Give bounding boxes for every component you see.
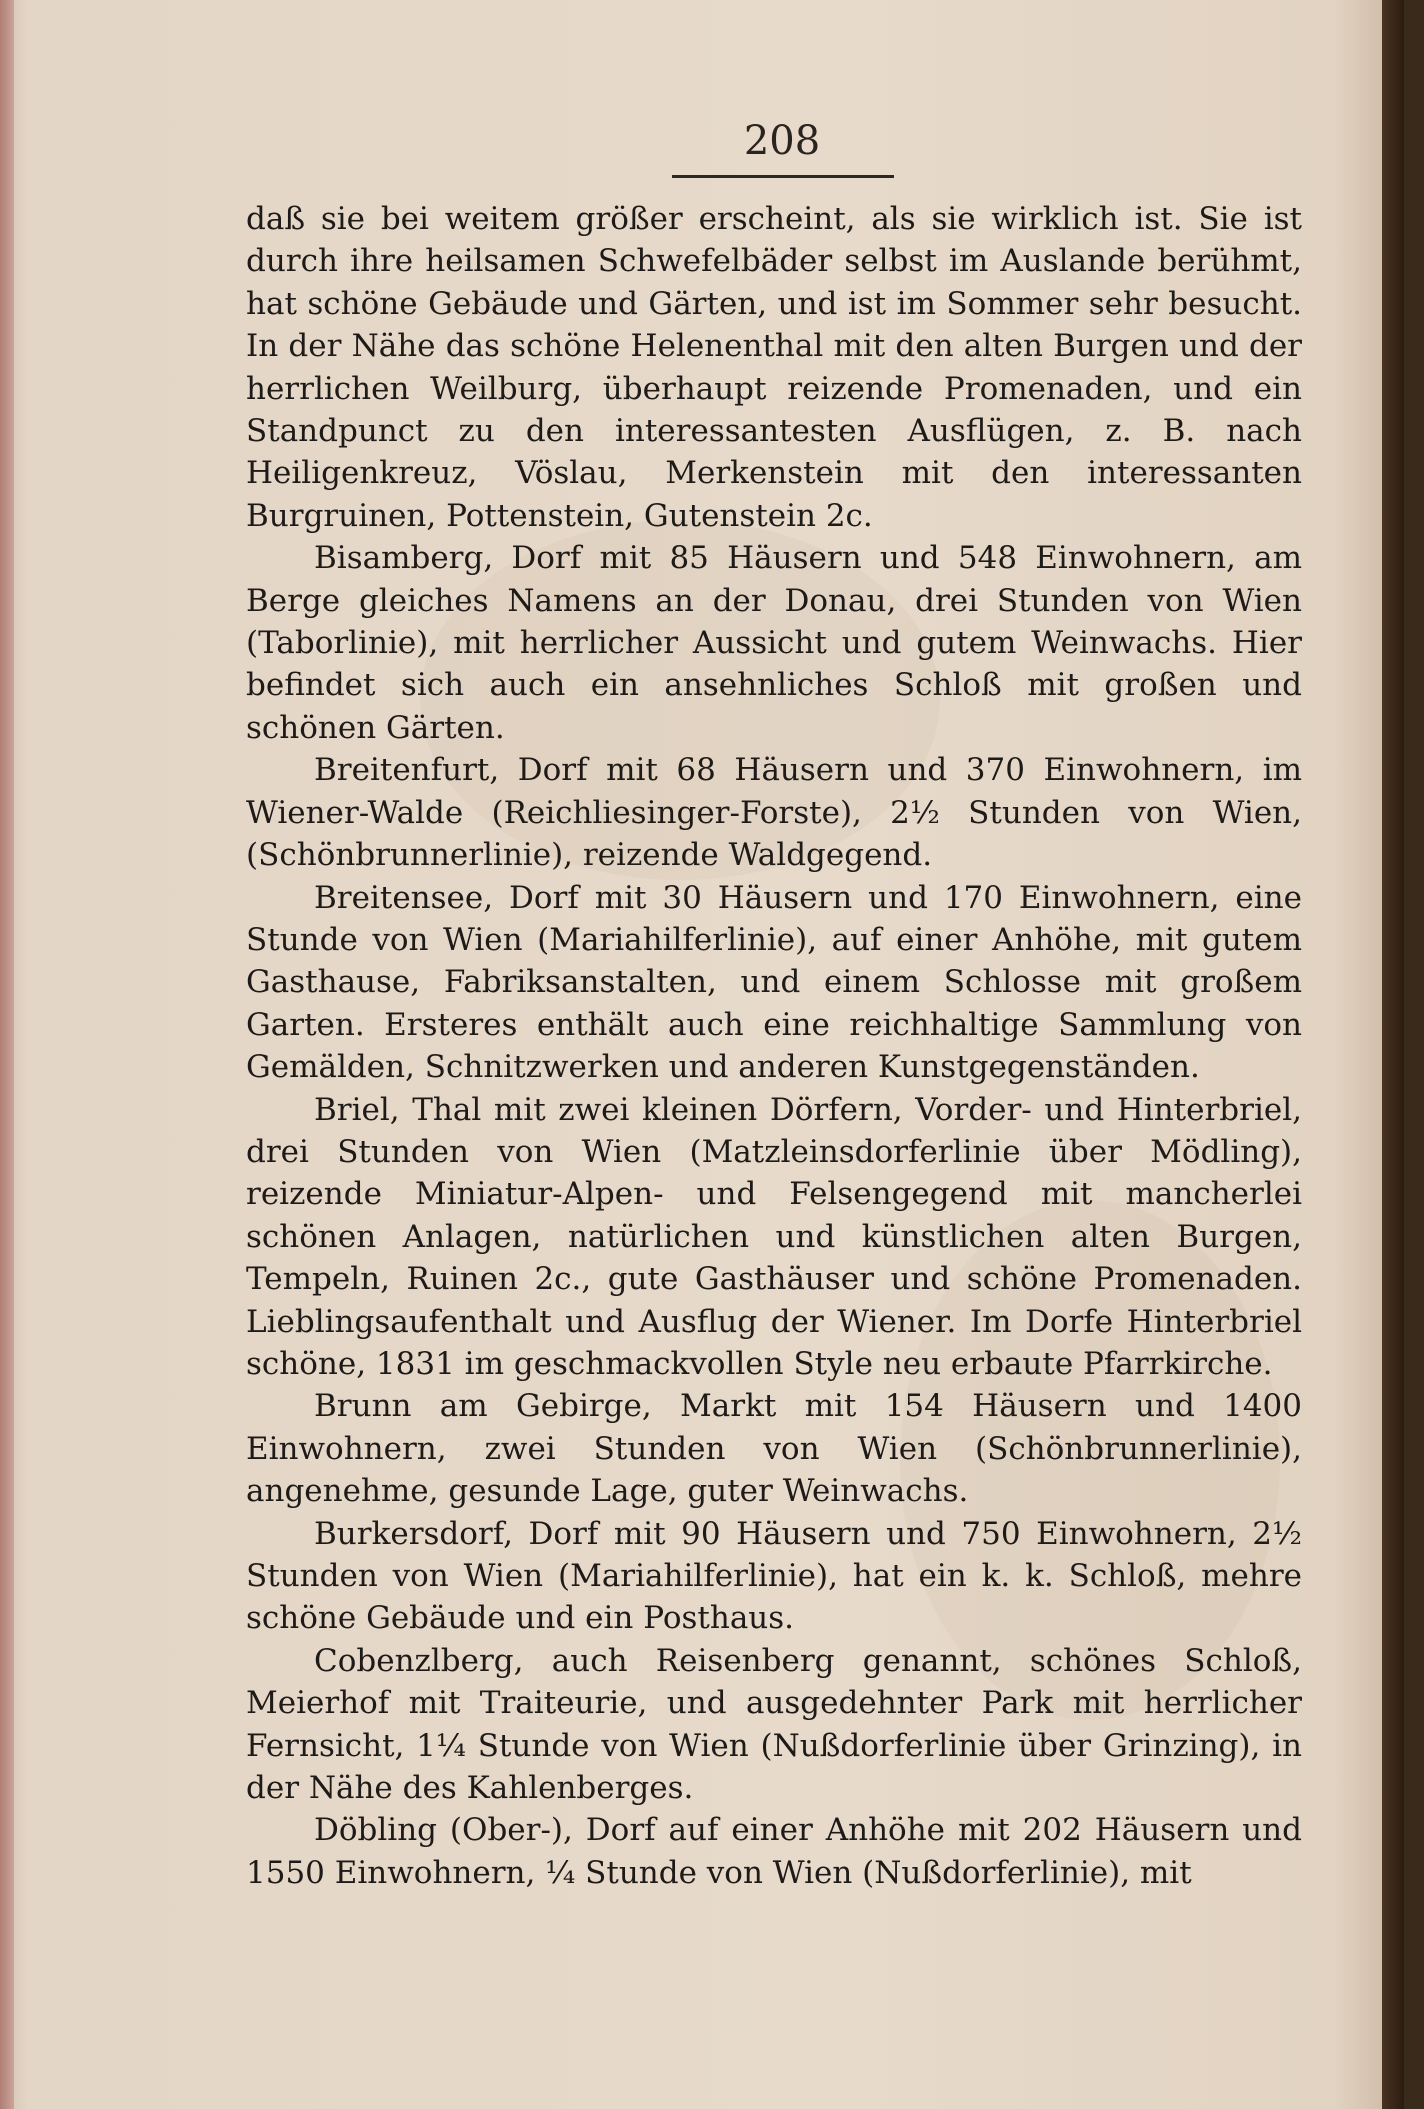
entry-burkersdorf: Burkersdorf, Dorf mit 90 Häusern und 750 Einwohnern, 2½ Stunden von Wien (Mariahilferlinie), hat ein k. k. Schloß, mehre schöne Gebäude und ein Posthaus.	[246, 1515, 1302, 1637]
entry-cobenzlberg: Cobenzlberg, auch Reisenberg genannt, schönes Schloß, Meierhof mit Traiteurie, und ausgedehnter Park mit herrlicher Fernsicht, 1¼ Stunde von Wien (Nußdorferlinie über Grinzing), in der Nähe des Kahlenberges.	[246, 1642, 1302, 1807]
page-number: 208	[743, 118, 821, 164]
entry-breitensee: Breitensee, Dorf mit 30 Häusern und 170 Einwohnern, eine Stunde von Wien (Mariahilferlinie), auf einer Anhöhe, mit gutem Gasthause, Fabriksanstalten, und einem Schlosse mit großem Garten. Ersteres enthält auch eine reichhaltige Sammlung von Gemälden, Schnitzwerken und anderen Kunstgegenständen.	[246, 879, 1302, 1086]
paragraph-continuation: daß sie bei weitem größer erscheint, als sie wirklich ist. Sie ist durch ihre heilsamen Schwefelbäder selbst im Auslande berühmt, hat schöne Gebäude und Gärten, und ist im Sommer sehr besucht. In der Nähe das schöne Helenenthal mit den alten Burgen und der herrlichen Weilburg, überhaupt reizende Promenaden, und ein Standpunct zu den interessantesten Ausflügen, z. B. nach Heiligenkreuz, Vöslau, Merkenstein mit den interessanten Burgruinen, Pottenstein, Gutenstein 2c.	[246, 201, 1302, 534]
entry-breitenfurt: Breitenfurt, Dorf mit 68 Häusern und 370 Einwohnern, im Wiener-Walde (Reichliesinger-Forste), 2½ Stunden von Wien, (Schönbrunnerlinie), reizende Waldgegend.	[246, 752, 1302, 874]
entry-doebling: Döbling (Ober-), Dorf auf einer Anhöhe mit 202 Häusern und 1550 Einwohnern, ¼ Stunde von Wien (Nußdorferlinie), mit	[246, 1812, 1302, 1891]
page-gutter	[0, 0, 14, 2109]
body-text	[246, 198, 1302, 1894]
header-rule	[672, 175, 894, 178]
entry-brunn-am-gebirge: Brunn am Gebirge, Markt mit 154 Häusern und 1400 Einwohnern, zwei Stunden von Wien (Schönbrunnerlinie), angenehme, gesunde Lage, guter Weinwachs.	[246, 1388, 1302, 1510]
entry-bisamberg: Bisamberg, Dorf mit 85 Häusern und 548 Einwohnern, am Berge gleiches Namens an der Donau, drei Stunden von Wien (Taborlinie), mit herrlicher Aussicht und gutem Weinwachs. Hier befindet sich auch ein ansehnliches Schloß mit großen und schönen Gärten.	[246, 540, 1302, 746]
book-edge	[1382, 0, 1404, 2109]
entry-briel: Briel, Thal mit zwei kleinen Dörfern, Vorder- und Hinterbriel, drei Stunden von Wien (Matzleinsdorferlinie über Mödling), reizende Miniatur-Alpen- und Felsengegend mit mancherlei schönen Anlagen, natürlichen und künstlichen alten Burgen, Tempeln, Ruinen 2c., gute Gasthäuser und schöne Promenaden. Lieblingsaufenthalt und Ausflug der Wiener. Im Dorfe Hinterbriel schöne, 1831 im geschmackvollen Style neu erbaute Pfarrkirche.	[246, 1091, 1302, 1382]
